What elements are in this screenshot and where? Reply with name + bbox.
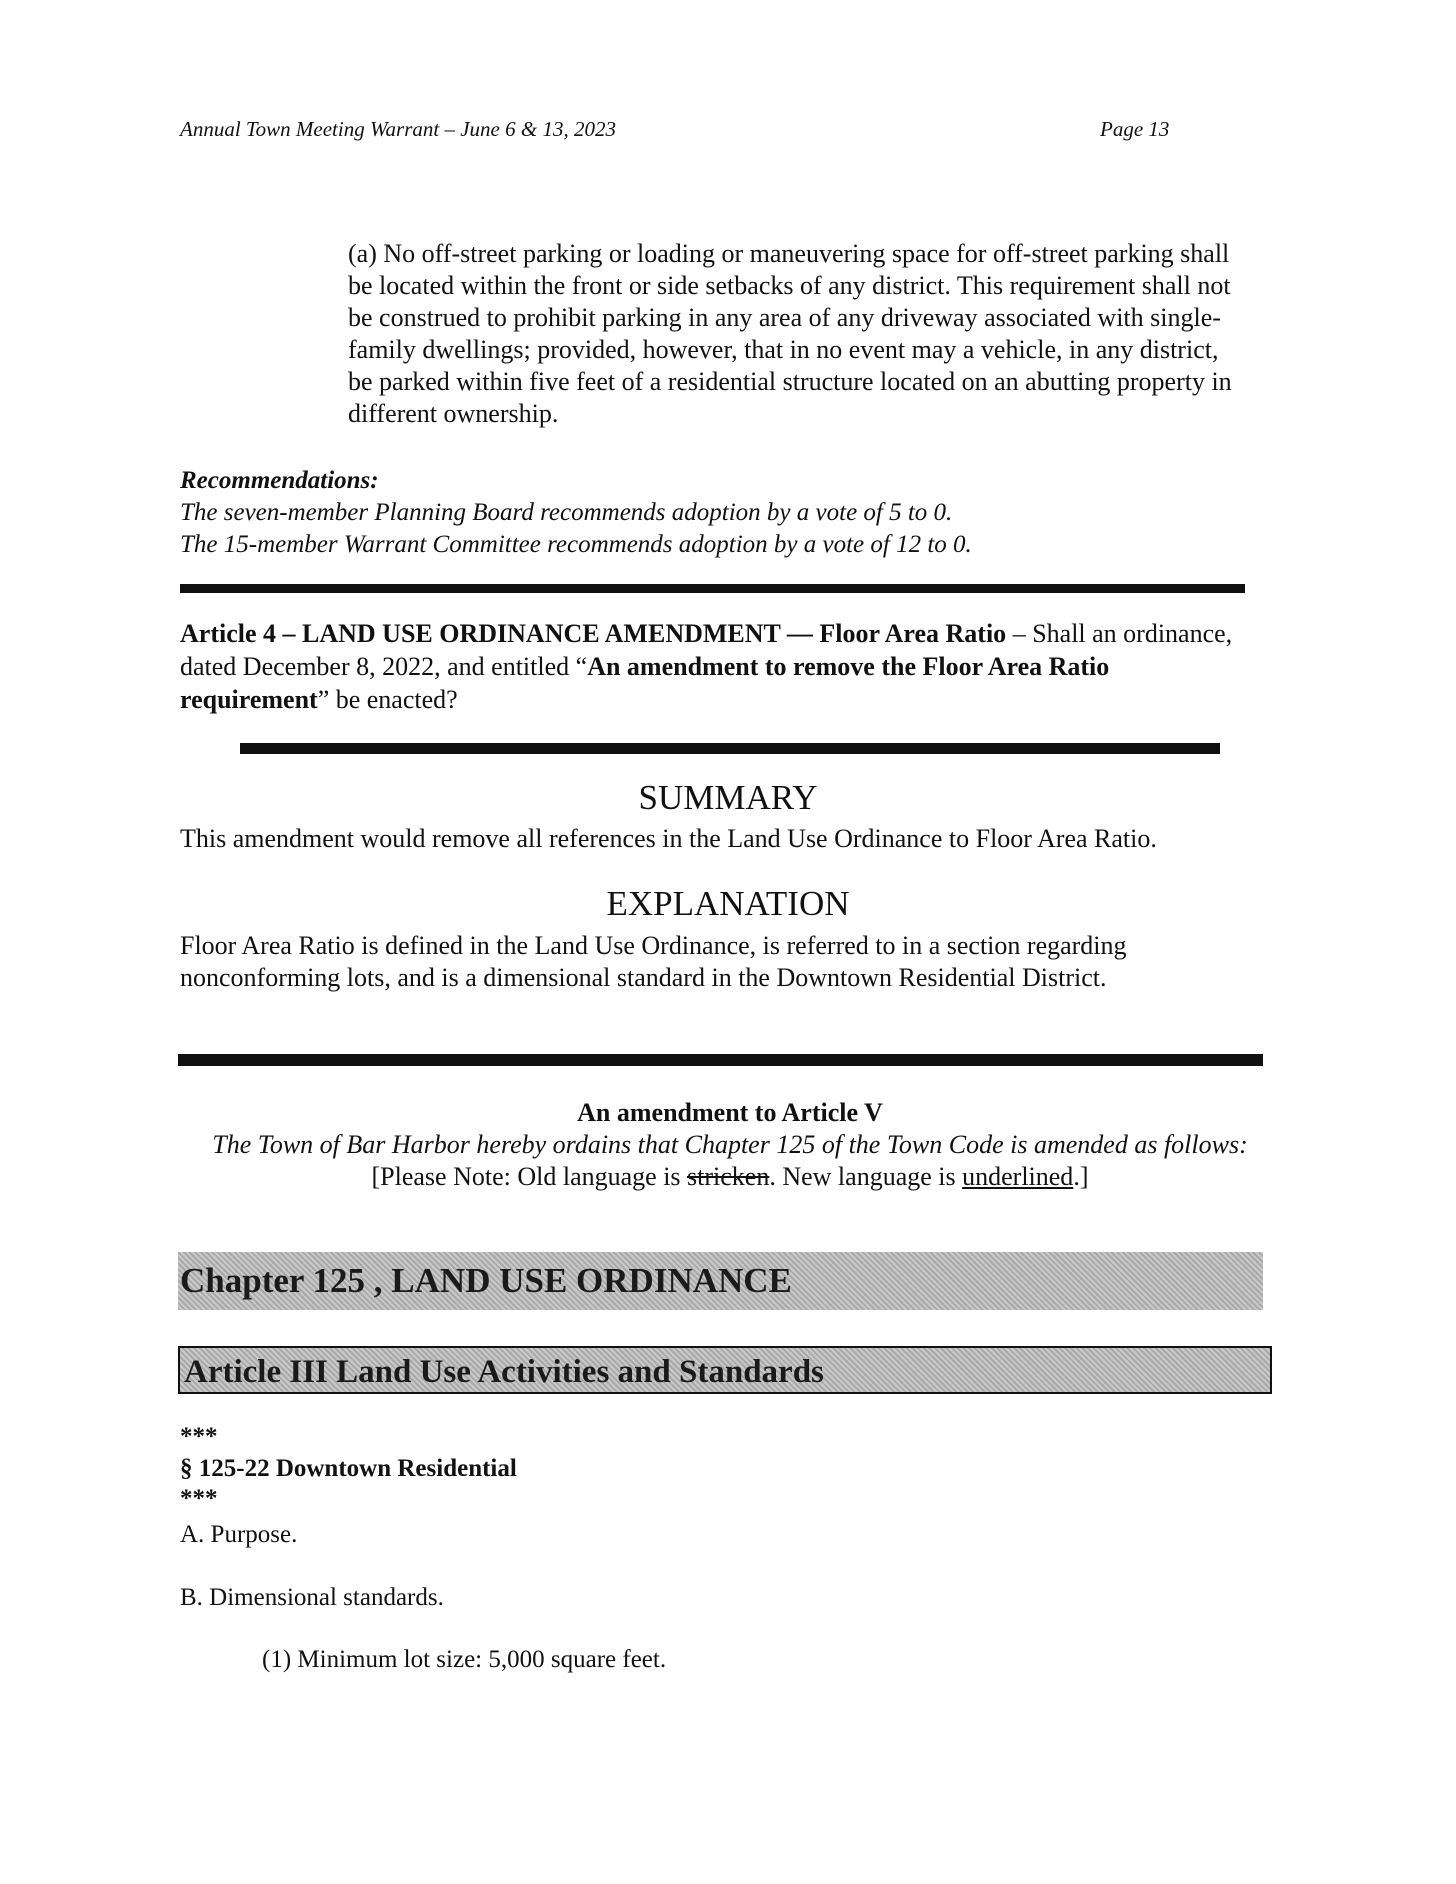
article-4-ordinance-title: An amendment to remove the Floor Area Ratio requirement <box>180 652 1110 714</box>
recommendation-warrant-committee: The 15-member Warrant Committee recommends adoption by a vote of 12 to 0. <box>180 531 972 558</box>
dimensional-standards-item: B. Dimensional standards. <box>180 1584 444 1611</box>
note-underlined: underlined <box>962 1162 1074 1191</box>
note-suffix: .] <box>1073 1162 1089 1191</box>
note-prefix: [Please Note: Old language is <box>371 1162 688 1191</box>
summary-heading: SUMMARY <box>638 778 818 817</box>
section-separator: *** <box>180 1485 218 1512</box>
purpose-item: A. Purpose. <box>180 1521 298 1548</box>
amendment-title: An amendment to Article V <box>577 1098 883 1127</box>
article-4-text <box>180 617 1260 716</box>
page-header-title: Annual Town Meeting Warrant – June 6 & 13, 2023 <box>180 117 616 141</box>
recommendations-block <box>180 465 1280 561</box>
divider-rule <box>240 743 1220 754</box>
minimum-lot-size-item: (1) Minimum lot size: 5,000 square feet. <box>262 1646 667 1673</box>
note-middle: . New language is <box>769 1162 963 1191</box>
recommendations-title: Recommendations: <box>180 467 379 494</box>
amendment-subtitle: The Town of Bar Harbor hereby ordains that Chapter 125 of the Town Code is amended as follows: <box>212 1130 1248 1159</box>
amendment-note <box>180 1161 1280 1193</box>
section-separator: *** <box>180 1423 218 1450</box>
divider-rule <box>180 584 1245 593</box>
chapter-band: Chapter 125 , LAND USE ORDINANCE <box>178 1252 1263 1310</box>
divider-rule <box>178 1054 1263 1066</box>
amendment-block <box>180 1097 1280 1193</box>
recommendation-planning-board: The seven-member Planning Board recommends adoption by a vote of 5 to 0. <box>180 499 953 526</box>
section-title: § 125-22 Downtown Residential <box>180 1455 517 1482</box>
explanation-text: Floor Area Ratio is defined in the Land Use Ordinance, is referred to in a section regarding nonconforming lots, and is a dimensional standard in the Downtown Residential District. <box>180 931 1127 992</box>
article-4-lead: Article 4 – LAND USE ORDINANCE AMENDMENT — Floor Area Ratio <box>180 619 1007 648</box>
summary-text: This amendment would remove all references in the Land Use Ordinance to Floor Area Ratio. <box>180 824 1157 853</box>
article-4-text-2: ” be enacted? <box>317 685 458 714</box>
note-stricken: stricken <box>687 1162 770 1191</box>
article-4-text-1: – Shall an ordinance, dated December 8, 2022, and entitled “ <box>180 619 1233 681</box>
article-band: Article III Land Use Activities and Standards <box>178 1346 1272 1394</box>
page-number: Page 13 <box>1100 117 1170 141</box>
paragraph-a: (a) No off-street parking or loading or maneuvering space for off-street parking shall be located within the front or side setbacks of any district. This requirement shall not be construed to prohibit parking in any area of any driveway associated with single-family dwellings; provided, however, that in no event may a vehicle, in any district, be parked within five feet of a residential structure located on an abutting property in different ownership. <box>348 239 1232 428</box>
explanation-heading: EXPLANATION <box>606 884 850 923</box>
